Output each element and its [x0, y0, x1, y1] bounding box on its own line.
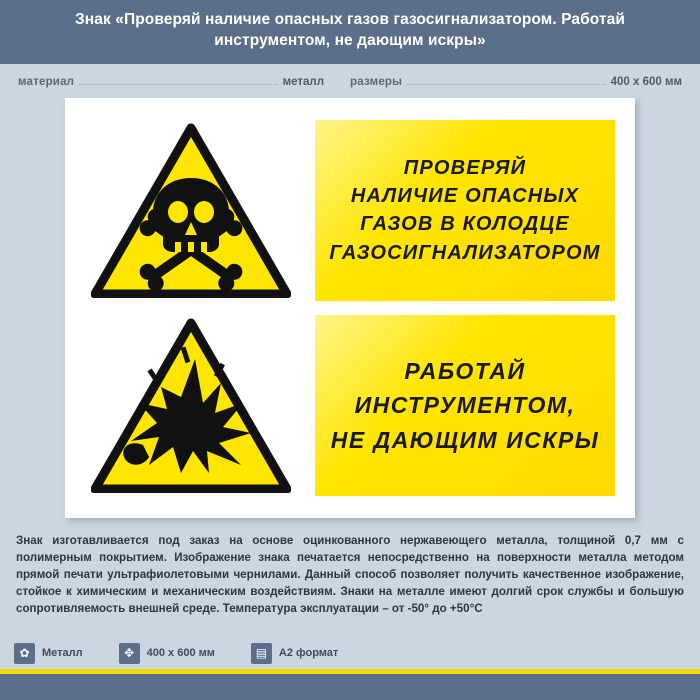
sign-line: НЕ ДАЮЩИМ ИСКРЫ — [330, 426, 600, 453]
footer-item-format — [251, 643, 338, 664]
dot-leader — [407, 84, 605, 85]
sign-block-1 — [85, 120, 615, 301]
sign-plate — [65, 98, 635, 518]
sign-line: РАБОТАЙ — [404, 357, 526, 384]
dot-leader — [79, 84, 277, 85]
footer-attributes — [0, 638, 700, 668]
footer-label-material: Металл — [42, 647, 83, 659]
explosion-triangle-icon — [85, 315, 297, 496]
skull-crossbones-triangle-icon — [85, 120, 297, 301]
sign-image-wrap — [0, 98, 700, 518]
sign-line: ИНСТРУМЕНТОМ, — [354, 392, 576, 419]
material-value: металл — [282, 75, 325, 88]
sign-line: ГАЗОСИГНАЛИЗАТОРОМ — [329, 241, 601, 264]
footer-label-format: A2 формат — [278, 647, 339, 659]
resize-arrows-icon: ✥ — [119, 643, 140, 664]
size-value: 400 x 600 мм — [610, 75, 682, 88]
description-text: Знак изготавливается под заказ на основе оцинкованного нержавеющего металла, толщиной 0,7 мм с полимерным покрытием. Изображение знака печатается непосредственно на поверхности металла методом прямой печати ультрафиолетовыми чернилами. Данный способ позволяет получить качественное изображение, стойкое к химическим и механическим воздействиям. Знаки на металле имеют долгий срок службы и большую сопротивляемость внешней среде. Температура эксплуатации – от -50° до +50°С — [16, 533, 684, 616]
sign-text-block-2 — [315, 315, 615, 496]
page-header — [0, 0, 700, 64]
page-footer — [0, 674, 700, 700]
sign-text-block-1 — [315, 120, 615, 301]
sign-block-2 — [85, 315, 615, 496]
sign-line: ГАЗОВ В КОЛОДЦЕ — [360, 213, 570, 236]
page-title: Знак «Проверяй наличие опасных газов газосигнализатором. Работай инструментом, не дающим искры» — [75, 11, 625, 49]
size-label: размеры — [350, 75, 403, 88]
material-label: материал — [18, 75, 75, 88]
spec-row — [0, 64, 700, 98]
sign-line: ПРОВЕРЯЙ — [403, 156, 527, 179]
document-icon: ▤ — [251, 643, 272, 664]
footer-item-size — [119, 643, 215, 664]
footer-item-material — [14, 643, 83, 664]
footer-label-size: 400 x 600 мм — [146, 647, 215, 659]
gear-icon: ✿ — [14, 643, 35, 664]
sign-line: НАЛИЧИЕ ОПАСНЫХ — [350, 184, 580, 207]
